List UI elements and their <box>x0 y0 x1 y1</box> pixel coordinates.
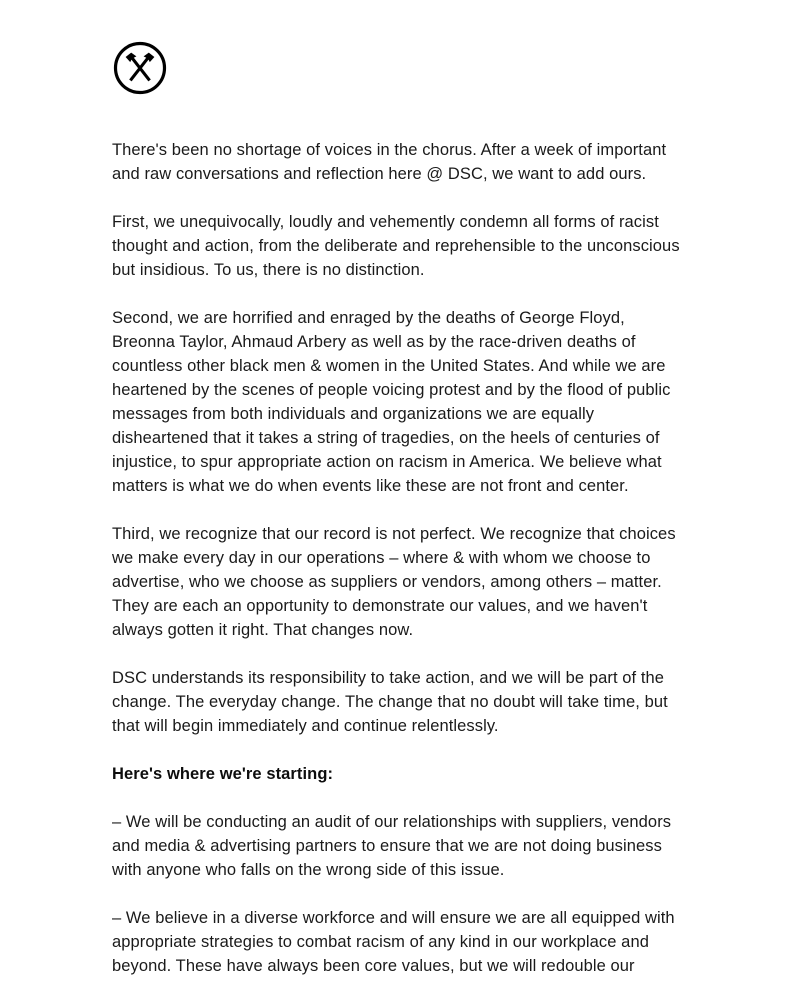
paragraph-third-point: Third, we recognize that our record is not perfect. We recognize that choices we make every day in our operations – where & with whom we choose to advertise, who we choose as suppliers or vendors, among others – matter. They are each an opportunity to demonstrate our values, and we haven't always gotten it right. That changes now. <box>112 525 676 639</box>
body-copy <box>112 138 690 978</box>
paragraph-intro: There's been no shortage of voices in the chorus. After a week of important and raw conversations and reflection here @ DSC, we want to add ours. <box>112 141 667 183</box>
bullet-diverse-workforce: – We believe in a diverse workforce and will ensure we are all equipped with appropriate strategies to combat racism of any kind in our workplace and beyond. These have always been core values, but we will redouble our <box>112 909 675 975</box>
bullet-audit-relationships: – We will be conducting an audit of our relationships with suppliers, vendors and media & advertising partners to ensure that we are not doing business with anyone who falls on the wrong side of this issue. <box>112 813 672 879</box>
paragraph-commitment: DSC understands its responsibility to take action, and we will be part of the change. The everyday change. The change that no doubt will take time, but that will begin immediately and continue relentlessly. <box>112 669 668 735</box>
letter-body <box>0 138 800 978</box>
section-heading-starting: Here's where we're starting: <box>112 765 334 783</box>
brand-header <box>0 0 800 96</box>
crossed-hammers-in-circle-icon[interactable] <box>112 40 168 96</box>
paragraph-first-point: First, we unequivocally, loudly and vehemently condemn all forms of racist thought and action, from the deliberate and reprehensible to the unconscious but insidious. To us, there is no distinction. <box>112 213 680 279</box>
paragraph-second-point: Second, we are horrified and enraged by the deaths of George Floyd, Breonna Taylor, Ahmaud Arbery as well as by the race-driven deaths of countless other black men & women in the United States. And while we are heartened by the scenes of people voicing protest and by the flood of public messages from both individuals and organizations we are equally disheartened that it takes a string of tragedies, on the heels of centuries of injustice, to spur appropriate action on racism in America. We believe what matters is what we do when events like these are not front and center. <box>112 309 671 495</box>
